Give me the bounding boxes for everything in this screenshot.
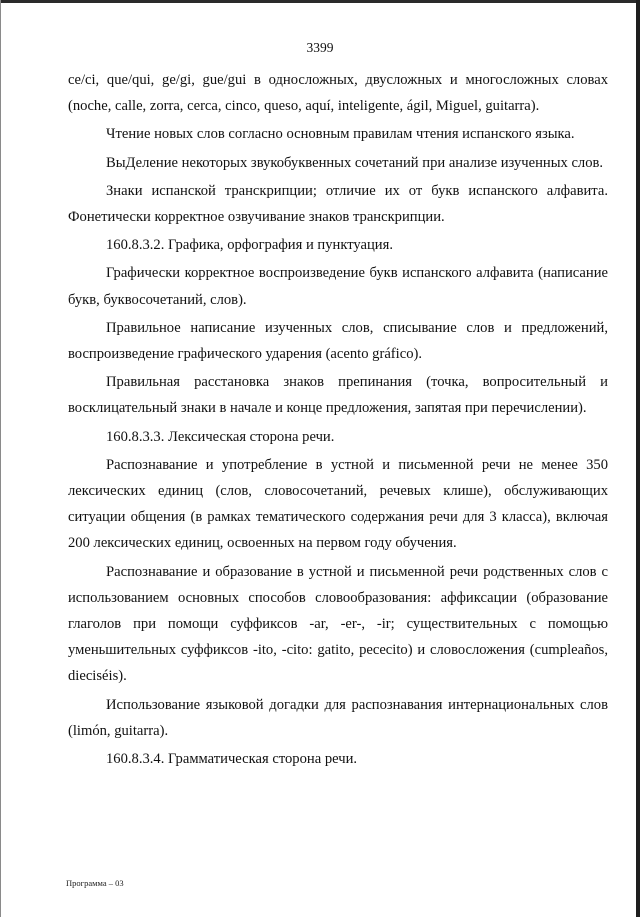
section-heading-graphics: 160.8.3.2. Графика, орфография и пунктуация. (106, 237, 393, 254)
paragraph-word-formation: Распознавание и образование в устной и письменной речи родственных слов с использованием основных способов словообразования: аффиксации (образование глаголов при помощи суффиксов -ar, -er-, -ir; существительных с помощью уменьшительных суффиксов -ito, -cito: gatito, pececito) и словосложения (cumpleaños, dieciséis). (68, 563, 608, 685)
paragraph-punctuation: Правильная расстановка знаков препинания (точка, вопросительный и восклицательный знаки в начале и конце предложения, запятая при перечислении). (68, 374, 608, 417)
paragraph-language-guess: Использование языковой догадки для распознавания интернациональных слов (limón, guitarra). (68, 696, 608, 739)
page-number: 3399 (306, 40, 334, 55)
paragraph-reading-new-words: Чтение новых слов согласно основным правилам чтения испанского языка. (106, 126, 575, 143)
paragraph-transcription-signs: Знаки испанской транскрипции; отличие их от букв испанского алфавита. Фонетически корректное озвучивание знаков транскрипции. (68, 182, 608, 226)
paragraph-phonetics-rules: ce/ci, que/qui, ge/gi, gue/gui в односложных, двусложных и многосложных словах (noche, calle, zorra, cerca, cinco, queso, aquí, inteligente, ágil, Miguel, guitarra). (68, 72, 608, 115)
scan-edge-left (0, 0, 1, 917)
section-heading-grammar: 160.8.3.4. Грамматическая сторона речи. (106, 751, 358, 768)
document-body (68, 67, 608, 772)
page-footer: Программа – 03 (66, 878, 124, 888)
scan-edge-right (636, 0, 640, 917)
paragraph-spelling: Правильное написание изученных слов, списывание слов и предложений, воспроизведение графического ударения (acento gráfico). (68, 319, 608, 363)
scan-edge-top (0, 0, 640, 3)
section-heading-lexical: 160.8.3.3. Лексическая сторона речи. (106, 428, 335, 445)
paragraph-alphabet-reproduction: Графически корректное воспроизведение букв испанского алфавита (написание букв, буквосочетаний, слов). (68, 265, 608, 308)
paragraph-lexical-units: Распознавание и употребление в устной и письменной речи не менее 350 лексических единиц (слов, словосочетаний, речевых клише), обслуживающих ситуации общения (в рамках тематического содержания речи для 3 класса), включая 200 лексических единиц, освоенных на первом году обучения. (68, 456, 608, 552)
paragraph-sound-letter-combinations: ВыДеление некоторых звукобуквенных сочетаний при анализе изученных слов. (106, 154, 604, 171)
